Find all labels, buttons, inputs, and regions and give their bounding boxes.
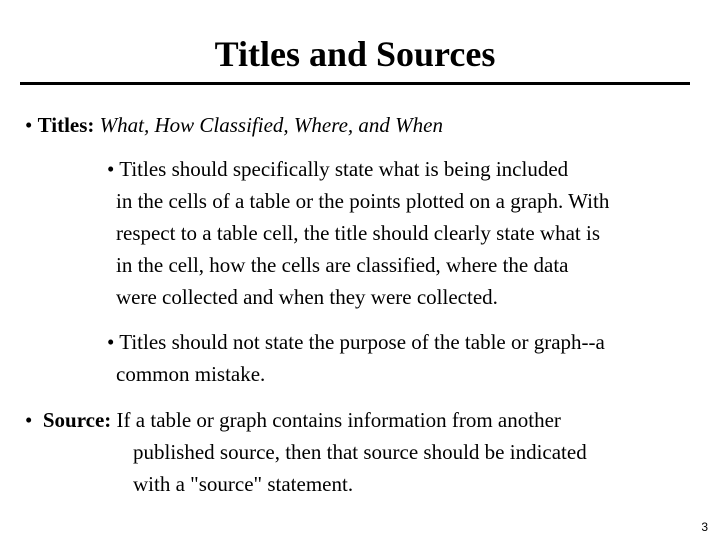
source-line: with a "source" statement. (133, 472, 354, 496)
title-divider (20, 82, 690, 85)
sub-bullet-1-line: • Titles should specifically state what is being included (107, 157, 569, 181)
sub-bullet-2 (107, 326, 605, 390)
sub-bullet-2-line: common mistake. (116, 362, 266, 386)
source-bullet (25, 404, 587, 500)
sub-bullet-1-line: respect to a table cell, the title should clearly state what is (116, 221, 600, 245)
bullet-marker: • (25, 113, 33, 137)
source-line: • Source: If a table or graph contains information from another (25, 408, 561, 432)
sub-bullet-1-line: in the cells of a table or the points plotted on a graph. With (116, 189, 610, 213)
sub-bullet-1-line: in the cell, how the cells are classified, where the data (116, 253, 569, 277)
titles-bullet (25, 109, 443, 141)
bullet-marker: • (107, 157, 115, 181)
source-line: published source, then that source should be indicated (133, 440, 587, 464)
bullet-marker: • (25, 408, 33, 432)
bullet-marker: • (107, 330, 115, 354)
page-number: 3 (701, 520, 708, 534)
titles-description: What, How Classified, Where, and When (99, 113, 443, 137)
sub-bullet-1-line: were collected and when they were collected. (116, 285, 498, 309)
sub-bullet-2-line: • Titles should not state the purpose of the table or graph--a (107, 330, 605, 354)
sub-bullet-1 (107, 153, 609, 313)
slide-title: Titles and Sources (214, 34, 496, 74)
titles-label: Titles: (37, 113, 95, 137)
source-label: Source: (42, 408, 112, 432)
